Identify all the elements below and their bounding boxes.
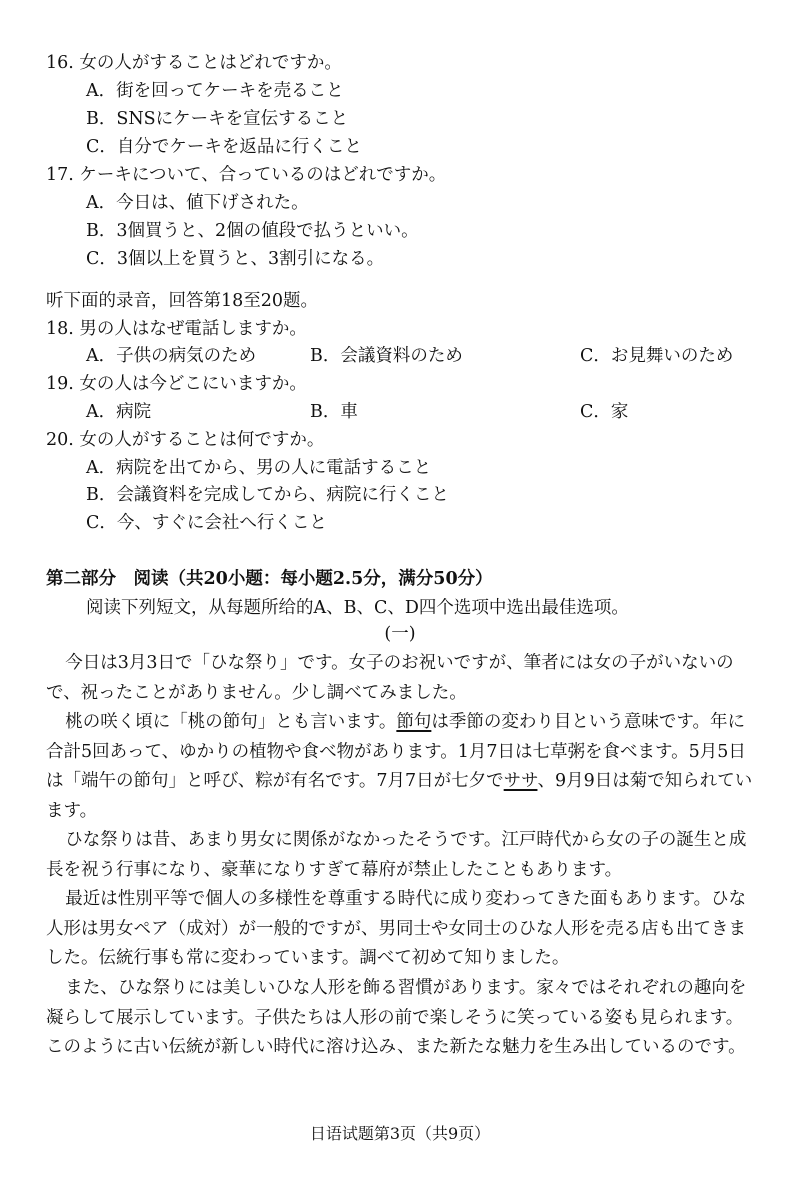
question-16-option-c: C．自分でケーキを返品に行くこと (86, 137, 362, 157)
question-20-option-c: C．今、すぐに会社へ行くこと (86, 513, 327, 533)
underlined-word-sekku: 節句 (396, 712, 432, 732)
question-17-option-a: A．今日は、値下げされた。 (86, 193, 309, 213)
question-16-option-a: A．街を回ってケーキを売ること (86, 81, 344, 101)
question-18-option-a: A．子供の病気のため (86, 346, 257, 366)
reading-instruction: 阅读下列短文，从每题所给的A、B、C、D四个选项中选出最佳选项。 (86, 598, 629, 618)
question-17-option-c: C．3個以上を買うと、3割引になる。 (86, 249, 385, 269)
question-20-stem: 20. 女の人がすることは何ですか。 (46, 430, 325, 450)
reading-section-title: 第二部分 阅读（共20小题：每小题2.5分，满分50分） (46, 569, 493, 589)
passage-label: (一) (384, 624, 416, 644)
question-17-option-b: B．3個買うと、2個の値段で払うといい。 (86, 221, 419, 241)
question-18-stem: 18. 男の人はなぜ電話しますか。 (46, 319, 307, 339)
passage-paragraph-3: ひな祭りは昔、あまり男女に関係がなかったそうです。江戸時代から女の子の誕生と成長を祝う行事になり、豪華になりすぎて幕府が禁止したこともあります。 (46, 830, 747, 880)
passage-paragraph-1: 今日は3月3日で「ひな祭り」です。女子のお祝いですが、筆者には女の子がいないので、祝ったことがありません。少し調べてみました。 (46, 653, 734, 703)
question-20-option-a: A．病院を出てから、男の人に電話すること (86, 458, 432, 478)
passage-paragraph-2 (46, 708, 754, 827)
passage-paragraph-4: 最近は性別平等で個人の多様性を尊重する時代に成り変わってきた面もあります。ひな人形は男女ペア（成対）が一般的ですが、男同士や女同士のひな人形を売る店も出てきました。伝統行事も常に変わっています。調べて初めて知りました。 (46, 889, 747, 969)
question-20-option-b: B．会議資料を完成してから、病院に行くこと (86, 485, 449, 505)
underlined-word-sasa: ササ (503, 771, 538, 792)
question-19-stem: 19. 女の人は今どこにいますか。 (46, 374, 307, 394)
question-19-option-b: B．車 (310, 402, 358, 422)
passage-paragraph-5: また、ひな祭りには美しいひな人形を飾る習慣があります。家々ではそれぞれの趣向を凝らして展示しています。子供たちは人形の前で楽しそうに笑っている姿も見られます。このように古い伝統が新しい時代に溶け込み、また新たな魅力を生み出しているのです。 (46, 978, 747, 1058)
listening-instruction: 听下面的录音，回答第18至20题。 (46, 291, 319, 311)
paragraph-2-text-c: 、9月9日は菊で知られています。 (46, 771, 753, 822)
question-19-option-c: C．家 (580, 402, 629, 422)
page-footer: 日语试题第3页（共9页） (309, 1124, 491, 1143)
paragraph-2-text-b: は季節の変わり目という意味です。年に合計5回あって、ゆかりの植物や食べ物があります。1月7日は七草粥を食べます。5月5日は「端午の節句」と呼び、粽が有名です。7月7日が七夕で (46, 712, 746, 792)
question-19-option-a: A．病院 (86, 402, 152, 422)
question-17-stem: 17. ケーキについて、合っているのはどれですか。 (46, 165, 447, 185)
question-16-stem: 16. 女の人がすることはどれですか。 (46, 53, 342, 73)
question-16-option-b: B．SNSにケーキを宣伝すること (86, 109, 349, 129)
question-18-option-c: C．お見舞いのため (580, 346, 734, 366)
paragraph-2-text-a: 桃の咲く頃に「桃の節句」とも言います。 (65, 712, 397, 732)
question-18-option-b: B．会議資料のため (310, 346, 463, 366)
